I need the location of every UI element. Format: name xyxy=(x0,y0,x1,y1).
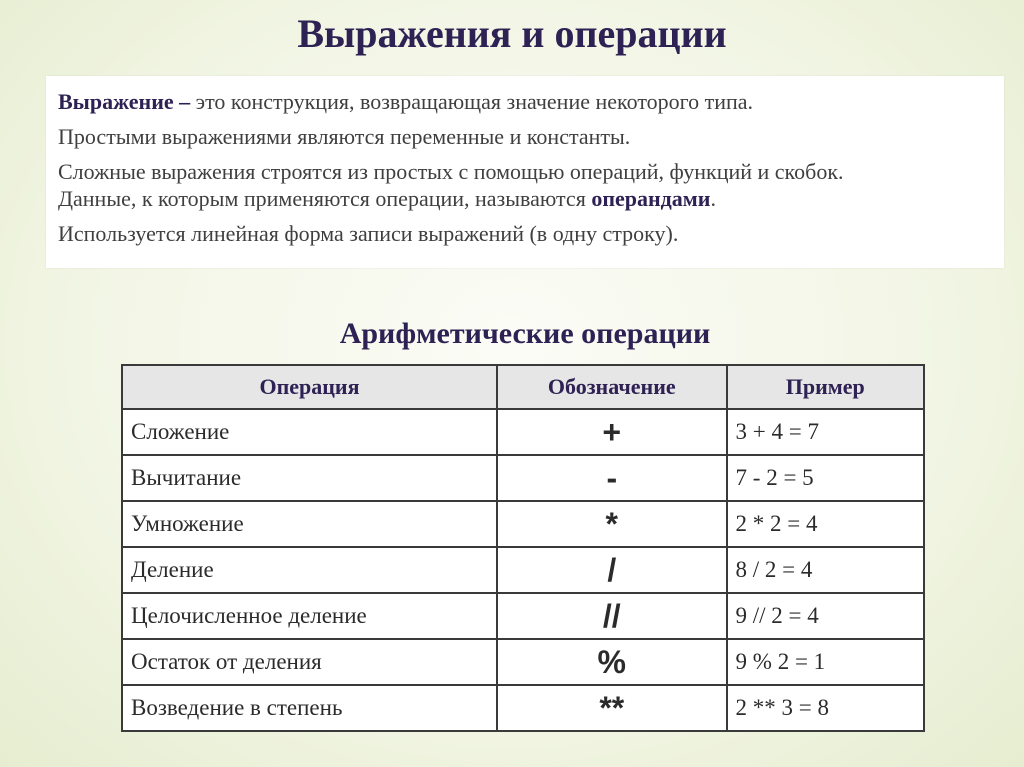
symbol-cell: ** xyxy=(497,685,727,731)
table-row xyxy=(122,639,924,685)
table-row xyxy=(122,409,924,455)
operation-cell: Умножение xyxy=(122,501,497,547)
slide-title: Выражения и операции xyxy=(297,11,727,56)
definition-box xyxy=(46,76,1004,268)
symbol-cell: + xyxy=(497,409,727,455)
example-cell: 2 ** 3 = 8 xyxy=(727,685,924,731)
symbol-cell: // xyxy=(497,593,727,639)
table-row xyxy=(122,455,924,501)
table-header-row xyxy=(122,365,924,409)
operation-cell: Сложение xyxy=(122,409,497,455)
example-cell: 7 - 2 = 5 xyxy=(727,455,924,501)
example-cell: 8 / 2 = 4 xyxy=(727,547,924,593)
table-row xyxy=(122,593,924,639)
definition-paragraph-2: Простыми выражениями являются переменные и константы. xyxy=(58,124,631,149)
definition-line-end: . xyxy=(710,186,716,211)
definition-text: это конструкция, возвращающая значение некоторого типа. xyxy=(190,89,754,114)
term-operands: операндами xyxy=(591,186,711,211)
section-title: Арифметические операции xyxy=(339,317,711,350)
example-cell: 9 % 2 = 1 xyxy=(727,639,924,685)
table-row xyxy=(122,547,924,593)
table-row xyxy=(122,685,924,731)
operation-cell: Вычитание xyxy=(122,455,497,501)
symbol-cell: - xyxy=(497,455,727,501)
symbol-cell: * xyxy=(497,501,727,547)
symbol-cell: / xyxy=(497,547,727,593)
definition-paragraph-3 xyxy=(58,158,992,212)
operations-table xyxy=(121,364,925,732)
term-expression: Выражение – xyxy=(58,89,191,114)
example-cell: 9 // 2 = 4 xyxy=(727,593,924,639)
example-cell: 3 + 4 = 7 xyxy=(727,409,924,455)
operation-cell: Остаток от деления xyxy=(122,639,497,685)
header-example: Пример xyxy=(727,365,924,409)
definition-paragraph-1 xyxy=(58,88,992,115)
operation-cell: Целочисленное деление xyxy=(122,593,497,639)
definition-paragraph-4: Используется линейная форма записи выражений (в одну строку). xyxy=(58,221,679,246)
operation-cell: Деление xyxy=(122,547,497,593)
header-operation: Операция xyxy=(122,365,497,409)
example-cell: 2 * 2 = 4 xyxy=(727,501,924,547)
operation-cell: Возведение в степень xyxy=(122,685,497,731)
definition-line: Сложные выражения строятся из простых с помощью операций, функций и скобок. xyxy=(58,159,844,184)
symbol-cell: % xyxy=(497,639,727,685)
table-row xyxy=(122,501,924,547)
header-symbol: Обозначение xyxy=(497,365,727,409)
definition-line: Данные, к которым применяются операции, называются xyxy=(58,186,592,211)
